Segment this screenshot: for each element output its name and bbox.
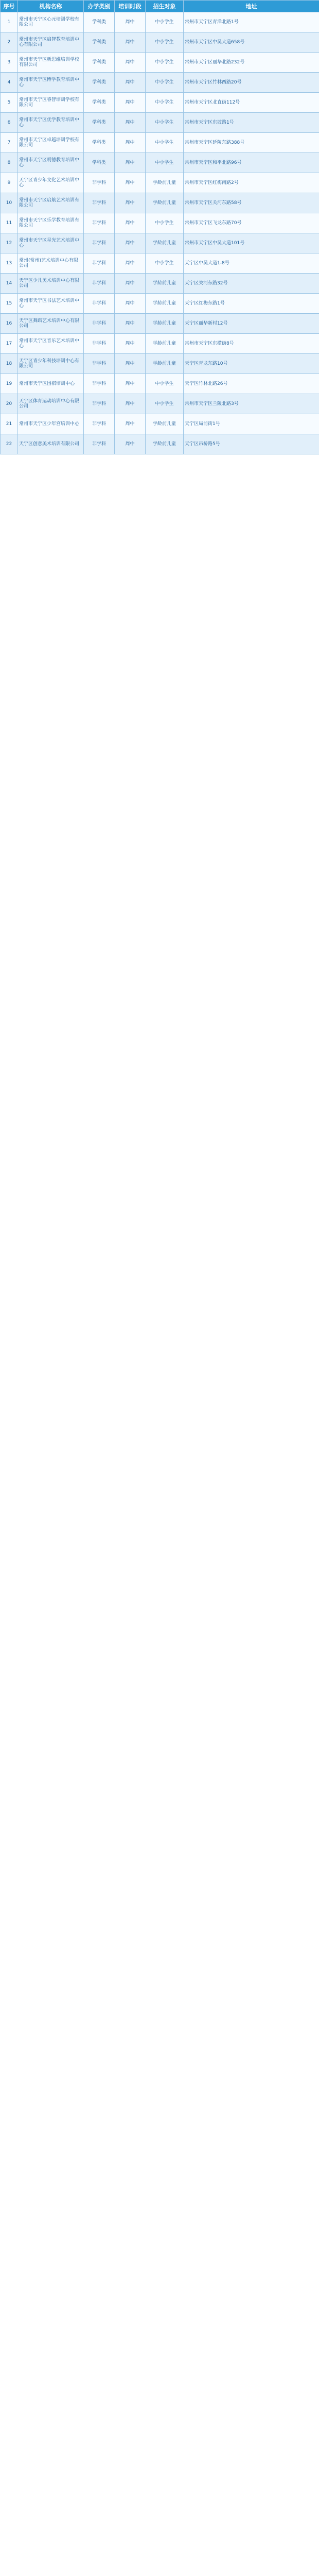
- cell-target: 学龄前儿童: [146, 354, 184, 374]
- cell-index: 10: [1, 193, 18, 213]
- cell-institution-name: 天宁区舞蹈艺术培训中心有限公司: [18, 314, 84, 334]
- cell-institution-name: 天宁区创意美术培训有限公司: [18, 434, 84, 454]
- cell-address: 常州市天宁区和平北路96号: [184, 153, 319, 173]
- table-row: [1, 394, 319, 414]
- cell-time-slot: 周中: [115, 213, 146, 233]
- cell-target: 学龄前儿童: [146, 294, 184, 314]
- table-row: [1, 374, 319, 394]
- cell-index: 12: [1, 233, 18, 253]
- cell-address: 常州市天宁区飞龙东路70号: [184, 213, 319, 233]
- cell-category: 学科类: [84, 12, 115, 32]
- cell-time-slot: 周中: [115, 314, 146, 334]
- cell-target: 中小学生: [146, 53, 184, 73]
- cell-category: 学科类: [84, 153, 115, 173]
- table-row: [1, 334, 319, 354]
- cell-institution-name: 常州(常州)艺术培训中心有限公司: [18, 253, 84, 274]
- cell-time-slot: 周中: [115, 414, 146, 434]
- cell-index: 17: [1, 334, 18, 354]
- cell-category: 非学科: [84, 213, 115, 233]
- header-row: [1, 1, 319, 12]
- cell-index: 5: [1, 93, 18, 113]
- cell-address: 天宁区红梅东路1号: [184, 294, 319, 314]
- cell-institution-name: 常州市天宁区卓越培训学校有限公司: [18, 133, 84, 153]
- cell-time-slot: 周中: [115, 53, 146, 73]
- table-row: [1, 113, 319, 133]
- cell-category: 学科类: [84, 133, 115, 153]
- cell-category: 非学科: [84, 334, 115, 354]
- cell-address: 常州市天宁区东坡路1号: [184, 113, 319, 133]
- cell-index: 11: [1, 213, 18, 233]
- cell-time-slot: 周中: [115, 274, 146, 294]
- cell-institution-name: 常州市天宁区启航艺术培训有限公司: [18, 193, 84, 213]
- table-row: [1, 414, 319, 434]
- header-institution-name: 机构名称: [18, 1, 84, 12]
- table-row: [1, 233, 319, 253]
- cell-target: 中小学生: [146, 133, 184, 153]
- cell-target: 中小学生: [146, 374, 184, 394]
- table-row: [1, 274, 319, 294]
- cell-index: 16: [1, 314, 18, 334]
- table-row: [1, 434, 319, 454]
- cell-institution-name: 常州市天宁区睿智培训学校有限公司: [18, 93, 84, 113]
- cell-target: 中小学生: [146, 32, 184, 53]
- cell-address: 天宁区吊桥路5号: [184, 434, 319, 454]
- cell-index: 8: [1, 153, 18, 173]
- cell-target: 中小学生: [146, 93, 184, 113]
- cell-time-slot: 周中: [115, 73, 146, 93]
- table-row: [1, 354, 319, 374]
- cell-institution-name: 天宁区青少年文化艺术培训中心: [18, 173, 84, 193]
- cell-institution-name: 天宁区青少年科技培训中心有限公司: [18, 354, 84, 374]
- cell-category: 非学科: [84, 394, 115, 414]
- cell-target: 学龄前儿童: [146, 414, 184, 434]
- cell-time-slot: 周中: [115, 173, 146, 193]
- cell-time-slot: 周中: [115, 133, 146, 153]
- training-institution-sheet: [0, 0, 319, 454]
- cell-time-slot: 周中: [115, 32, 146, 53]
- cell-category: 非学科: [84, 193, 115, 213]
- cell-time-slot: 周中: [115, 294, 146, 314]
- table-row: [1, 153, 319, 173]
- table-row: [1, 294, 319, 314]
- cell-time-slot: 周中: [115, 434, 146, 454]
- cell-category: 学科类: [84, 53, 115, 73]
- cell-category: 非学科: [84, 233, 115, 253]
- cell-index: 13: [1, 253, 18, 274]
- cell-address: 常州市天宁区关河东路58号: [184, 193, 319, 213]
- cell-target: 学龄前儿童: [146, 434, 184, 454]
- header-category: 办学类别: [84, 1, 115, 12]
- cell-address: 常州市天宁区中吴大道658号: [184, 32, 319, 53]
- institution-table: [0, 0, 319, 454]
- cell-category: 学科类: [84, 73, 115, 93]
- cell-institution-name: 常州市天宁区少年宫培训中心: [18, 414, 84, 434]
- cell-address: 常州市天宁区延陵东路388号: [184, 133, 319, 153]
- cell-category: 非学科: [84, 374, 115, 394]
- cell-target: 中小学生: [146, 253, 184, 274]
- cell-institution-name: 常州市天宁区星光艺术培训中心: [18, 233, 84, 253]
- cell-target: 中小学生: [146, 113, 184, 133]
- cell-time-slot: 周中: [115, 153, 146, 173]
- cell-address: 天宁区局前街1号: [184, 414, 319, 434]
- cell-category: 非学科: [84, 434, 115, 454]
- cell-address: 常州市天宁区兰陵北路3号: [184, 394, 319, 414]
- cell-institution-name: 天宁区少儿美术培训中心有限公司: [18, 274, 84, 294]
- cell-address: 天宁区丽华新村12号: [184, 314, 319, 334]
- cell-index: 18: [1, 354, 18, 374]
- cell-address: 常州市天宁区竹林西路20号: [184, 73, 319, 93]
- cell-institution-name: 常州市天宁区乐学教育培训有限公司: [18, 213, 84, 233]
- cell-index: 14: [1, 274, 18, 294]
- cell-category: 非学科: [84, 274, 115, 294]
- cell-category: 学科类: [84, 93, 115, 113]
- table-row: [1, 32, 319, 53]
- cell-address: 常州市天宁区北直街112号: [184, 93, 319, 113]
- cell-index: 7: [1, 133, 18, 153]
- cell-institution-name: 常州市天宁区新思维培训学校有限公司: [18, 53, 84, 73]
- cell-address: 天宁区竹林北路26号: [184, 374, 319, 394]
- cell-time-slot: 周中: [115, 394, 146, 414]
- cell-time-slot: 周中: [115, 334, 146, 354]
- cell-address: 常州市天宁区红梅南路2号: [184, 173, 319, 193]
- cell-index: 4: [1, 73, 18, 93]
- cell-time-slot: 周中: [115, 193, 146, 213]
- cell-institution-name: 常州市天宁区心元培训学校有限公司: [18, 12, 84, 32]
- cell-category: 非学科: [84, 314, 115, 334]
- cell-institution-name: 常州市天宁区博学教育培训中心: [18, 73, 84, 93]
- cell-time-slot: 周中: [115, 12, 146, 32]
- cell-target: 中小学生: [146, 394, 184, 414]
- cell-index: 21: [1, 414, 18, 434]
- cell-target: 中小学生: [146, 12, 184, 32]
- table-row: [1, 173, 319, 193]
- table-row: [1, 213, 319, 233]
- cell-index: 9: [1, 173, 18, 193]
- header-index: 序号: [1, 1, 18, 12]
- cell-category: 非学科: [84, 354, 115, 374]
- header-address: 地址: [184, 1, 319, 12]
- cell-target: 中小学生: [146, 213, 184, 233]
- cell-category: 非学科: [84, 173, 115, 193]
- cell-category: 学科类: [84, 113, 115, 133]
- cell-category: 非学科: [84, 414, 115, 434]
- header-time-slot: 培训时段: [115, 1, 146, 12]
- cell-address: 常州市天宁区中吴大道101号: [184, 233, 319, 253]
- cell-index: 20: [1, 394, 18, 414]
- cell-target: 学龄前儿童: [146, 274, 184, 294]
- table-row: [1, 12, 319, 32]
- cell-institution-name: 常州市天宁区优学教育培训中心: [18, 113, 84, 133]
- table-row: [1, 253, 319, 274]
- cell-time-slot: 周中: [115, 374, 146, 394]
- cell-time-slot: 周中: [115, 93, 146, 113]
- cell-time-slot: 周中: [115, 253, 146, 274]
- cell-address: 天宁区中吴大道1-8号: [184, 253, 319, 274]
- cell-target: 学龄前儿童: [146, 334, 184, 354]
- cell-institution-name: 常州市天宁区围棋培训中心: [18, 374, 84, 394]
- cell-target: 学龄前儿童: [146, 193, 184, 213]
- cell-target: 学龄前儿童: [146, 233, 184, 253]
- table-body: [1, 12, 319, 454]
- table-row: [1, 73, 319, 93]
- cell-address: 天宁区青龙东路10号: [184, 354, 319, 374]
- table-row: [1, 93, 319, 113]
- cell-time-slot: 周中: [115, 354, 146, 374]
- cell-index: 3: [1, 53, 18, 73]
- cell-address: 常州市天宁区青洋北路1号: [184, 12, 319, 32]
- cell-index: 6: [1, 113, 18, 133]
- cell-target: 学龄前儿童: [146, 173, 184, 193]
- cell-time-slot: 周中: [115, 113, 146, 133]
- cell-index: 1: [1, 12, 18, 32]
- cell-category: 学科类: [84, 32, 115, 53]
- cell-address: 常州市天宁区丽华北路232号: [184, 53, 319, 73]
- cell-institution-name: 常州市天宁区书法艺术培训中心: [18, 294, 84, 314]
- table-row: [1, 193, 319, 213]
- cell-institution-name: 常州市天宁区明德教育培训中心: [18, 153, 84, 173]
- cell-institution-name: 常州市天宁区音乐艺术培训中心: [18, 334, 84, 354]
- cell-address: 常州市天宁区东横街8号: [184, 334, 319, 354]
- cell-institution-name: 天宁区体育运动培训中心有限公司: [18, 394, 84, 414]
- table-row: [1, 53, 319, 73]
- cell-address: 天宁区关河东路32号: [184, 274, 319, 294]
- cell-target: 学龄前儿童: [146, 314, 184, 334]
- cell-index: 2: [1, 32, 18, 53]
- cell-index: 15: [1, 294, 18, 314]
- cell-institution-name: 常州市天宁区启智教育培训中心有限公司: [18, 32, 84, 53]
- cell-category: 非学科: [84, 294, 115, 314]
- table-row: [1, 133, 319, 153]
- cell-target: 中小学生: [146, 153, 184, 173]
- cell-category: 非学科: [84, 253, 115, 274]
- cell-time-slot: 周中: [115, 233, 146, 253]
- cell-index: 22: [1, 434, 18, 454]
- cell-index: 19: [1, 374, 18, 394]
- cell-target: 中小学生: [146, 73, 184, 93]
- header-target: 招生对象: [146, 1, 184, 12]
- table-row: [1, 314, 319, 334]
